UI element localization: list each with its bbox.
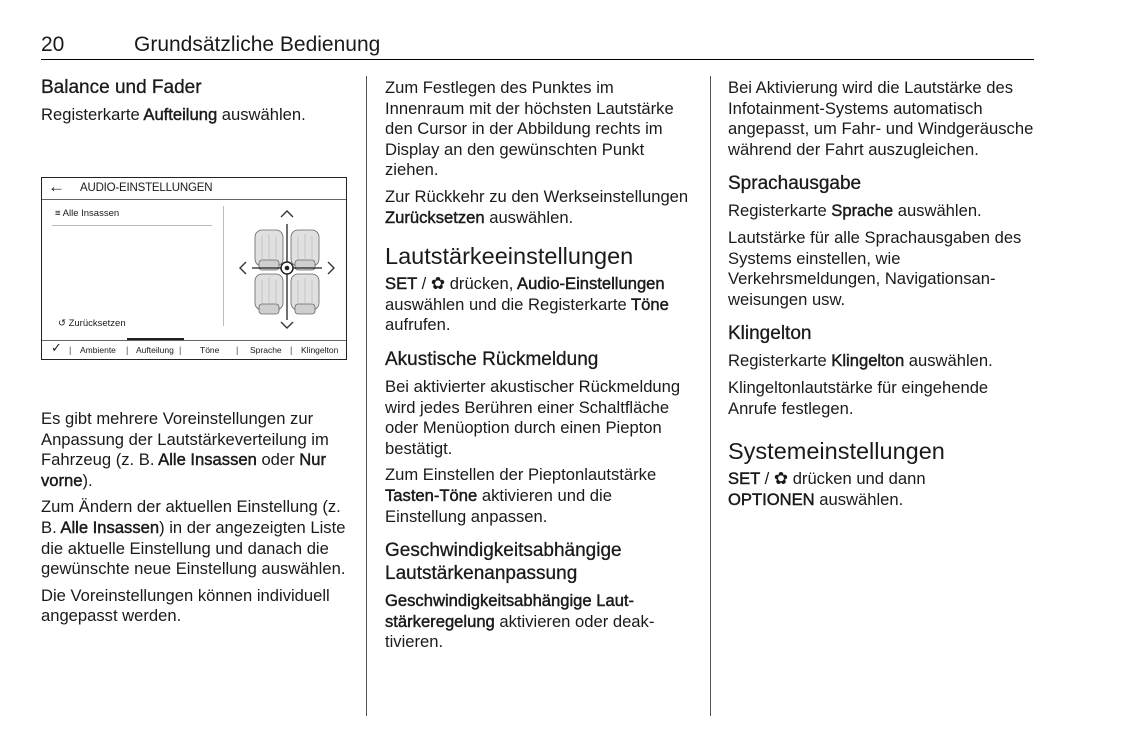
paragraph-set-optionen: SET / ✿ drücken und dann OPTIONEN auswählen. [728,469,926,509]
heading-lautstaerkeeinstellungen: Lautstärkeeinstellungen [385,243,634,270]
column-divider-2 [710,76,711,716]
heading-klingelton: Klingelton [728,323,812,345]
heading-systemeinstellungen: Systemeinstellungen [728,438,945,465]
gear-icon: ✿ [430,274,446,294]
preset-divider [52,225,212,226]
tab-separator: | [236,345,239,355]
paragraph-tab-aufteilung: Registerkarte Aufteilung auswählen. [41,105,306,124]
preset-item-alle-insassen[interactable]: ≡ Alle Insassen [55,208,120,219]
heading-sprachausgabe: Sprachausgabe [728,173,862,195]
paragraph-tab-klingelton: Registerkarte Klingelton auswählen. [728,351,993,371]
screen-tab-bar [42,340,346,360]
paragraph-set-audio: SET / ✿ drücken, Audio-Einstellungen auswählen und die Registerkarte Töne aufrufen. [385,274,669,335]
chevron-down-icon [281,322,293,328]
paragraph-sprachausgaben: Lautstärke für alle Sprachausgaben des Systems einstellen, wie Verkehrsmeldungen, Navigationsanweisungen usw. [728,227,1022,309]
paragraph-aendern: Zum Ändern der aktuellen Einstellung (z. B. Alle Insassen) in der angezeigten Liste die aktuelle Einstellung und danach die gewünschte neue Einstellung auswählen. [41,497,346,579]
heading-balance-fader: Balance und Fader [41,77,202,98]
paragraph-klingeltonlautstaerke: Klingeltonlautstärke für eingehende Anrufe festlegen. [728,377,989,418]
header-rule [41,59,1034,60]
tab-sprache[interactable]: Sprache [250,345,282,355]
heading-geschwindigkeit: Geschwindigkeitsabhängige Lautstärkenanpassung [385,540,622,585]
paragraph-zuruecksetzen: Zur Rückkehr zu den Werkseinstellungen Zurücksetzen auswählen. [385,186,689,227]
tab-ambiente[interactable]: Ambiente [80,345,116,355]
screen-title-bar [42,178,346,200]
column-3 [728,78,1034,516]
page-number: 20 [41,33,65,56]
screen-title: AUDIO-EINSTELLUNGEN [80,182,213,194]
tab-separator: | [179,345,182,355]
heading-akustische-rueckmeldung: Akustische Rückmeldung [385,348,599,370]
audio-settings-screen [41,177,347,360]
chevron-right-icon [328,262,334,274]
paragraph-individuell: Die Voreinstellungen können individuell angepasst werden. [41,585,330,626]
chevron-up-icon [281,211,293,217]
screen-pane-divider [223,206,224,326]
column-1 [41,76,355,132]
chevron-left-icon [240,262,246,274]
reset-button[interactable]: ↺ Zurücksetzen [58,318,126,329]
paragraph-tasten-toene: Zum Einstellen der Pieptonlautstärke Tasten-Töne aktivieren und die Einstellung anpassen. [385,465,657,526]
column-divider-1 [366,76,367,716]
tab-separator: | [290,345,293,355]
paragraph-piepton: Bei aktivierter akustischer Rückmeldung wird jedes Berühren einer Schaltfläche oder Menüoption durch einen Piepton bestätigt. [385,376,681,458]
tab-aufteilung[interactable]: Aufteilung [136,345,174,355]
column-1-lower [41,409,355,633]
seat-balance-map[interactable] [232,204,342,334]
paragraph-voreinstellungen: Es gibt mehrere Voreinstellungen zur Anpassung der Lautstärkeverteilung im Fahrzeug (z. B. Alle Insassen oder Nur vorne). [41,409,329,490]
tab-separator: | [126,345,129,355]
tab-separator: | [69,345,72,355]
paragraph-tab-sprache: Registerkarte Sprache auswählen. [728,201,982,221]
tab-toene[interactable]: Töne [200,345,220,355]
paragraph-geschwindigkeit: Geschwindigkeitsabhängige Lautstärkeregelung aktivieren oder deaktivieren. [385,591,655,652]
paragraph-cursor: Zum Festlegen des Punktes im Innenraum mit der höchsten Lautstärke den Cursor in der Abbildung rechts im Display an den gewünschten Punkt ziehen. [385,78,674,180]
gear-icon: ✿ [773,469,789,489]
back-arrow-icon[interactable]: ← [48,177,65,196]
checkmark-icon[interactable]: ✓ [51,340,62,355]
chapter-title: Grundsätzliche Bedienung [134,33,381,56]
page-header [41,33,1034,61]
paragraph-aktivierung: Bei Aktivierung wird die Lautstärke des Infotainment-Systems automatisch angepasst, um Fahr- und Windgeräusche während der Fahrt auszugleichen. [728,78,1034,159]
column-2 [385,78,695,659]
tab-klingelton[interactable]: Klingelton [301,345,339,355]
